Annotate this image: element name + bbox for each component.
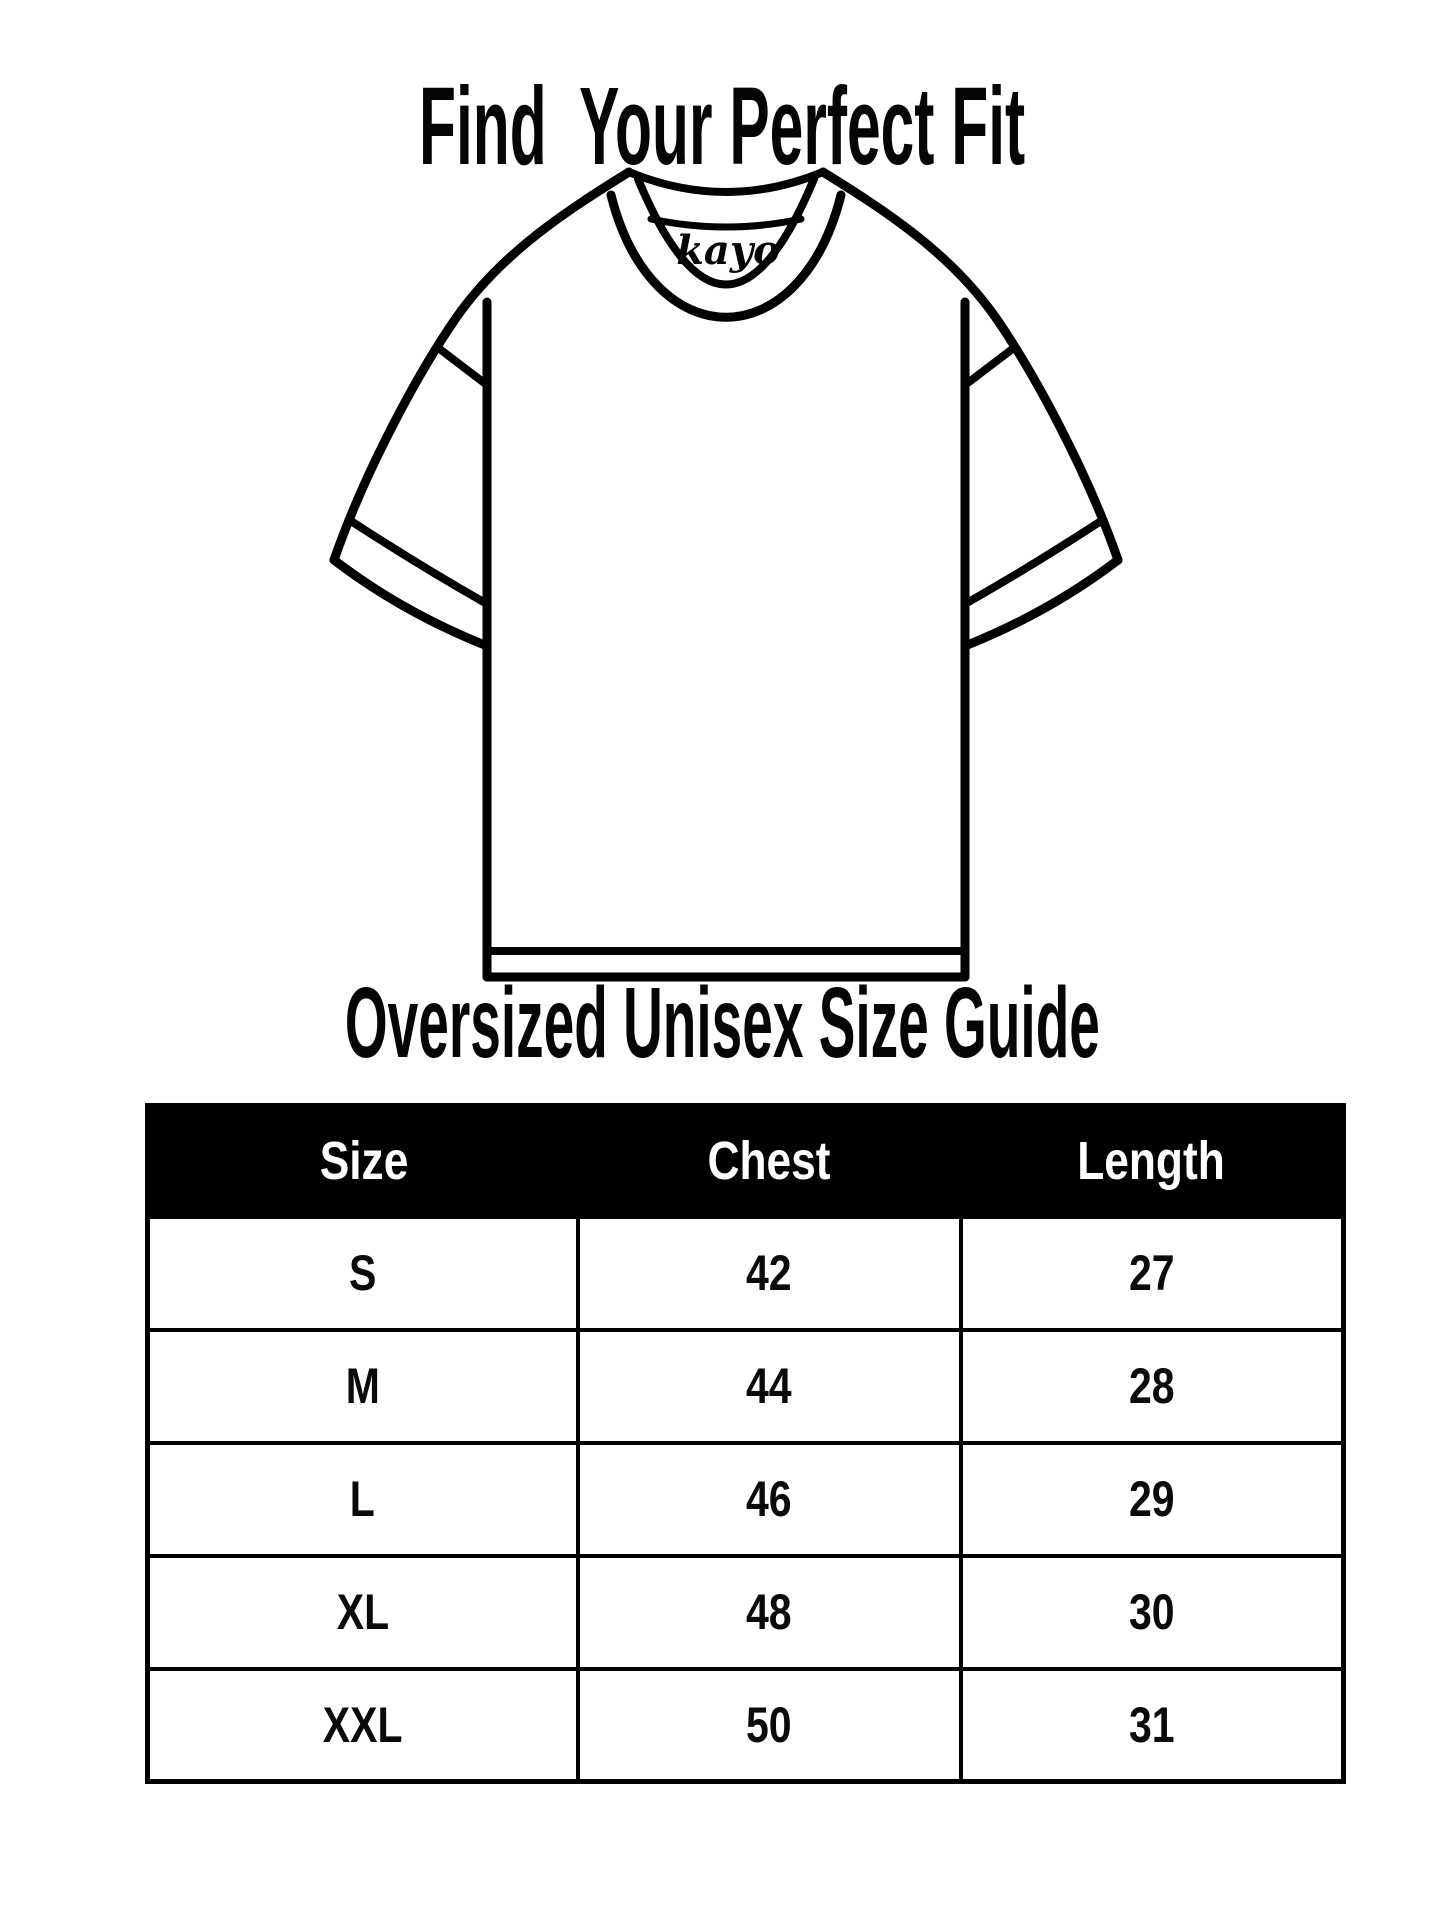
size-table-body bbox=[148, 1217, 1344, 1782]
size-table bbox=[145, 1103, 1346, 1784]
page-title: Find Your Perfect Fit bbox=[419, 65, 1026, 188]
length-cell: 27 bbox=[961, 1217, 1344, 1330]
size-table-head bbox=[148, 1106, 1344, 1217]
section-subtitle: Oversized Unisex Size Guide bbox=[344, 967, 1101, 1079]
chest-cell: 44 bbox=[578, 1330, 961, 1443]
size-cell: XXL bbox=[148, 1669, 578, 1782]
length-cell: 30 bbox=[961, 1556, 1344, 1669]
size-row-xxl bbox=[148, 1669, 1344, 1782]
column-header-size: Size bbox=[148, 1106, 578, 1217]
chest-cell: 50 bbox=[578, 1669, 961, 1782]
length-cell: 29 bbox=[961, 1443, 1344, 1556]
brand-logo-text: kayo bbox=[676, 227, 780, 274]
size-row-s bbox=[148, 1217, 1344, 1330]
size-row-m bbox=[148, 1330, 1344, 1443]
size-cell: M bbox=[148, 1330, 578, 1443]
right-sleeve bbox=[823, 172, 1118, 646]
column-header-length: Length bbox=[961, 1106, 1344, 1217]
chest-cell: 48 bbox=[578, 1556, 961, 1669]
table-header-row bbox=[148, 1106, 1344, 1217]
column-header-chest: Chest bbox=[578, 1106, 961, 1217]
tshirt-body bbox=[487, 302, 965, 977]
length-cell: 31 bbox=[961, 1669, 1344, 1782]
size-cell: XL bbox=[148, 1556, 578, 1669]
size-row-l bbox=[148, 1443, 1344, 1556]
size-row-xl bbox=[148, 1556, 1344, 1669]
chest-cell: 46 bbox=[578, 1443, 961, 1556]
length-cell: 28 bbox=[961, 1330, 1344, 1443]
left-sleeve bbox=[334, 172, 629, 646]
size-cell: S bbox=[148, 1217, 578, 1330]
size-cell: L bbox=[148, 1443, 578, 1556]
chest-cell: 42 bbox=[578, 1217, 961, 1330]
